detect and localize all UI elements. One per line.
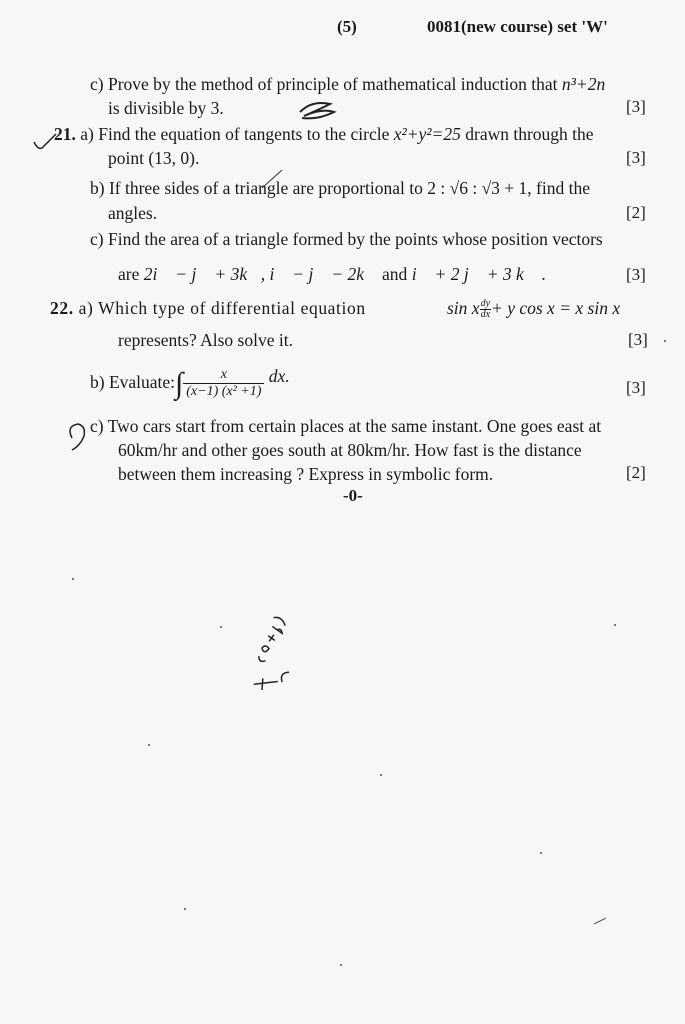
q22b-numerator: x xyxy=(183,367,264,384)
q22c-label: c) xyxy=(90,416,104,436)
q22a-eq-left: sin x xyxy=(447,298,480,318)
q22b-denominator: (x−1) (x² +1) xyxy=(186,384,262,400)
q21a-expr: x²+y²=25 xyxy=(393,124,461,144)
q21b-text: If three sides of a triangle are proportional to xyxy=(108,178,423,198)
dust-dot xyxy=(148,744,150,746)
pen-slash xyxy=(262,170,282,188)
q21a-label: a) xyxy=(80,124,94,144)
end-mark: -0- xyxy=(343,486,363,505)
pen-scribble xyxy=(300,103,334,118)
q21b-line2: angles. xyxy=(108,203,158,223)
integral-sign: ∫ xyxy=(175,366,184,400)
page-number: (5) xyxy=(337,17,357,36)
q20c-expr: n³+2n xyxy=(561,74,606,94)
q20c-marks: [3] xyxy=(626,97,646,116)
q21b-label: b) xyxy=(90,178,105,198)
dust-dot xyxy=(380,774,382,776)
q22a-dy: dy xyxy=(480,298,491,310)
q21b-ratio: 2 : √6 : √3 + 1 xyxy=(427,178,528,198)
q22a-label: a) xyxy=(78,298,94,318)
q20c-label: c) xyxy=(90,74,104,94)
q21b-text-end: , find the xyxy=(527,178,590,198)
q22a-text: Which type of differential equation xyxy=(98,298,366,318)
pen-bracket xyxy=(70,424,84,450)
pen-tick-mark xyxy=(34,134,56,148)
pen-mark-bottom xyxy=(594,918,606,924)
dust-dot xyxy=(220,626,222,628)
q22c-marks: [2] xyxy=(626,463,646,482)
q21a-text: Find the equation of tangents to the circle xyxy=(98,124,390,144)
q22c-line3: between them increasing ? Express in symbolic form. xyxy=(118,464,494,484)
q21a-marks: [3] xyxy=(626,148,646,167)
q22a-dx: dx xyxy=(480,309,491,321)
q21c-label: c) xyxy=(90,229,104,249)
q21a-text-end: drawn through the xyxy=(465,124,594,144)
dust-dot xyxy=(340,964,342,966)
q20c-line2: is divisible by 3. xyxy=(108,98,224,118)
q22b-marks: [3] xyxy=(626,378,646,397)
dust-dot xyxy=(664,340,666,342)
q20c-text: Prove by the method of principle of mathematical induction that xyxy=(107,74,558,94)
q22a-eq-right: + y cos x = x sin x xyxy=(491,298,621,318)
q22b-evaluate: Evaluate: xyxy=(108,372,176,392)
dust-dot xyxy=(184,908,186,910)
q21c-text: Find the area of a triangle formed by the points whose position vectors xyxy=(107,229,603,249)
q22-number: 22. xyxy=(50,298,74,318)
q22c-line2: 60km/hr and other goes south at 80km/hr. How fast is the distance xyxy=(118,440,582,460)
pen-handwriting xyxy=(236,615,312,697)
q21a-line2: point (13, 0). xyxy=(108,148,200,168)
q22a-marks: [3] xyxy=(628,330,648,349)
paper-code: 0081(new course) set 'W' xyxy=(427,17,608,36)
q22b-label: b) xyxy=(90,372,105,392)
q21c-vectors: 2i⃗ − j⃗ + 3k⃗, i⃗ − j⃗ − 2k⃗ xyxy=(143,264,378,284)
dust-dot xyxy=(540,852,542,854)
q21-number: 21. xyxy=(54,124,76,144)
q21b-marks: [2] xyxy=(626,203,646,222)
dust-dot xyxy=(614,624,616,626)
q21c-marks: [3] xyxy=(626,265,646,284)
dust-dot xyxy=(72,578,74,580)
q22c-text1: Two cars start from certain places at the same instant. One goes east at xyxy=(107,416,602,436)
q22b-dx: dx. xyxy=(268,366,290,386)
q22a-line2: represents? Also solve it. xyxy=(118,330,293,350)
q21c-are: are xyxy=(118,264,140,284)
q21c-and: and xyxy=(382,264,408,284)
q21c-vector3: i⃗ + 2 j⃗ + 3 k⃗ . xyxy=(411,264,547,284)
